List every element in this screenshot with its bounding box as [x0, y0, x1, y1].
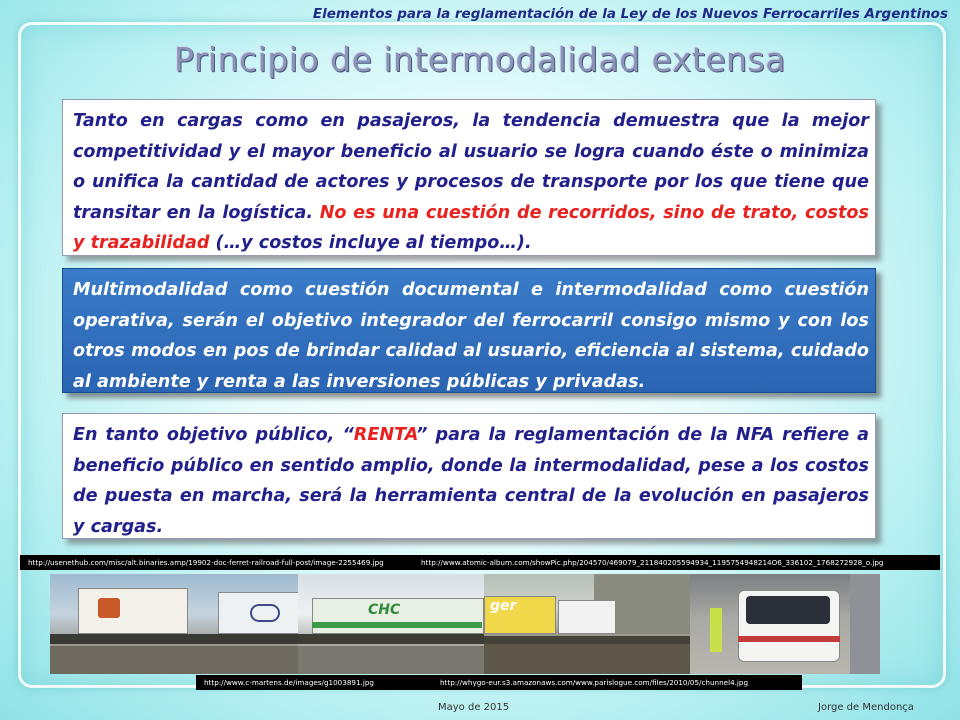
photo4-wall [850, 574, 880, 674]
source-url-1[interactable]: http://usenethub.com/misc/alt.binaries.amp/19902-doc-ferret-railroad-full-post/image-2255469.jpg [20, 555, 426, 570]
photo2-railcar [298, 634, 484, 644]
box2-text: Multimodalidad como cuestión documental e intermodalidad como cuestión operativa, serán el objetivo integrador del ferrocarril consigo mismo y con los otros modos en pos de brindar calidad al usuario, eficiencia al sistema, cuidado al ambiente y renta a las inversiones públicas y privadas. [73, 280, 869, 392]
photo4-bus-stripe [738, 636, 840, 642]
photo3-rails [484, 636, 690, 644]
source-url-2[interactable]: http://www.atomic-album.com/showPic.php/204570/469079_211840205594934_1195754948214O6_336102_1768272928_o.jpg [413, 555, 940, 570]
header-title: Elementos para la reglamentación de la Ley de los Nuevos Ferrocarriles Argentinos [312, 6, 948, 22]
box1-text-main: Tanto en cargas como en pasajeros, la tendencia demuestra que la mejor competitividad y el mayor beneficio al usuario se logra cuando éste o minimiza o unifica la cantidad de actores y procesos de transporte por los que tiene que transitar en la logística. [73, 111, 869, 223]
photo1-trailer-right-logo [250, 604, 280, 622]
box3-text-renta: RENTA [353, 425, 417, 445]
photo4-person [710, 608, 722, 652]
box3-text-before: En tanto objetivo público, “ [73, 425, 354, 445]
photo2-trailer-stripe [312, 622, 482, 628]
photo-piggyback-railcar [50, 574, 298, 674]
source-url-4[interactable]: http://whygo-eur.s3.amazonaws.com/www.parislogue.com/files/2010/05/chunnel4.jpg [432, 675, 802, 690]
photo1-trailer-logo [98, 598, 120, 618]
footer-author: Jorge de Mendonça [818, 702, 914, 713]
source-url-3[interactable]: http://www.c-martens.de/images/g1003891.jpg [196, 675, 438, 690]
text-box-competitiveness [62, 99, 876, 256]
photo1-ground [50, 646, 298, 674]
box1-text-tail: (…y costos incluye al tiempo…). [209, 233, 532, 253]
photo1-railcar [50, 634, 298, 644]
photo-trucks-on-train [298, 574, 484, 674]
text-box-renta [62, 413, 876, 539]
photo-bus-chunnel [690, 574, 880, 674]
text-box-multimodality [62, 268, 876, 393]
photo-trucks-alps-train [484, 574, 690, 674]
photo3-truck [558, 600, 616, 634]
photo1-trailer-left [78, 588, 188, 634]
photo3-logo: ger [490, 598, 517, 614]
photo4-bus-windshield [746, 596, 830, 624]
footer-date: Mayo de 2015 [438, 702, 510, 713]
box1-text-highlight: No es una cuestión de recorridos, sino de trato, costos y trazabilidad [73, 202, 869, 253]
photo3-ground [484, 644, 690, 674]
slide-title: Principio de intermodalidad extensa [174, 40, 786, 79]
box3-text-after: ” para la reglamentación de la NFA refiere a beneficio público en sentido amplio, donde la intermodalidad, pese a los costos de puesta en marcha, será la herramienta central de la evolución en pasajeros y cargas. [73, 425, 869, 537]
photo2-ground [298, 646, 484, 674]
photo2-logo: CHC [368, 602, 401, 618]
